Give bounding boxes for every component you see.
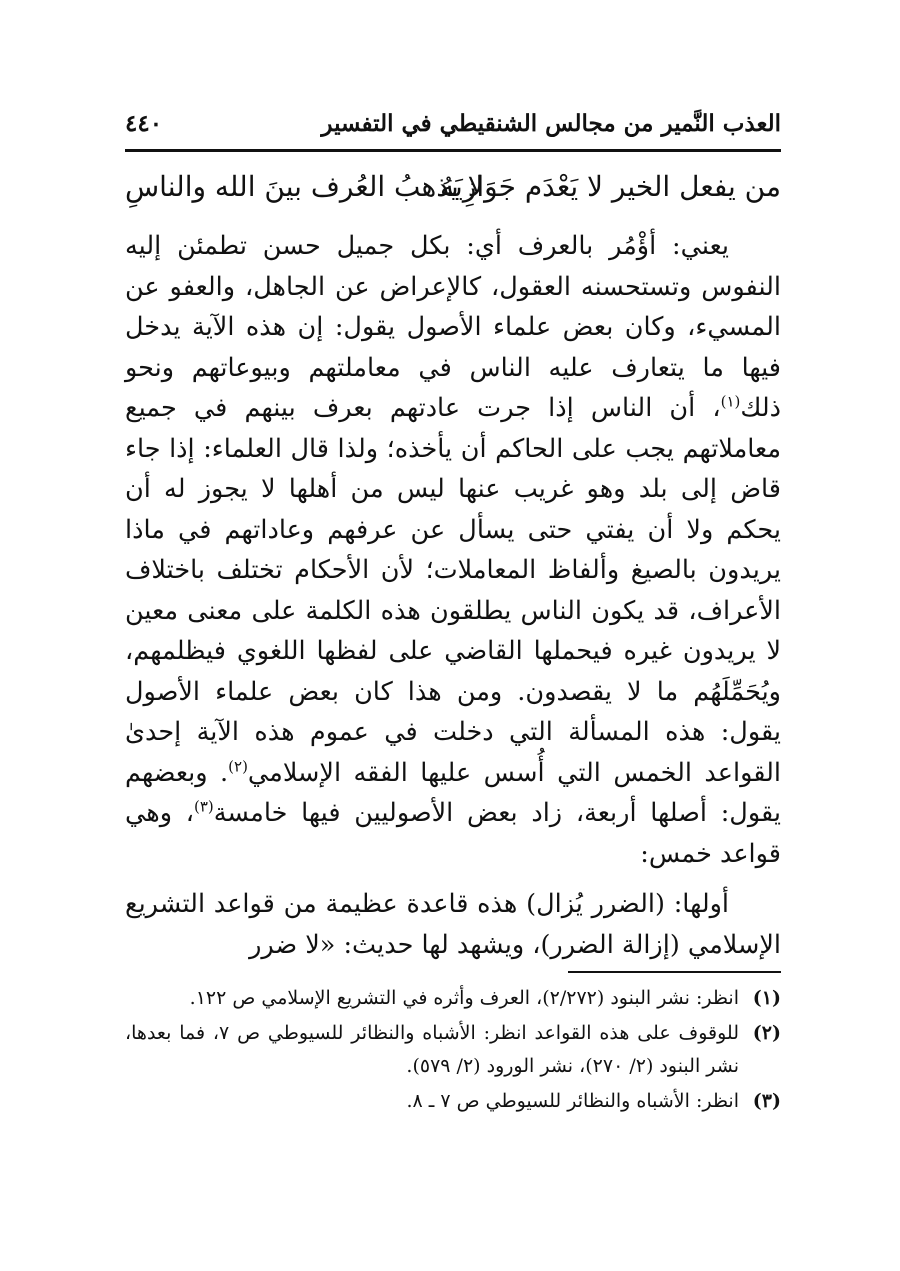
paragraph-text: أولها: (الضرر يُزال) هذه قاعدة عظيمة من قواعد التشريع الإسلامي (إزالة الضرر)، ويشهد لها حديث: «لا ضرر [125,889,781,960]
paragraph-explanation [125,226,781,874]
footnote-1 [125,982,781,1015]
paragraph-text-part-c: . وبعضهم يقول: أصلها أربعة، زاد بعض الأصوليين فيها خامسة [125,757,781,828]
footnote-2 [125,1017,781,1083]
footnote-ref-2[interactable]: (٢) [228,757,248,775]
paragraph-first-rule [125,884,781,965]
footnote-ref-3[interactable]: (٣) [193,797,214,816]
paragraph-text-part-d: ، وهي قواعد خمس: [125,798,781,869]
verse-second-hemistich: لا يذهبُ العُرف بينَ الله والناسِ [125,170,484,203]
footnote-ref-1[interactable]: (١) [720,392,741,411]
poetry-verse [125,170,781,214]
footnotes [125,982,781,1120]
footnote-number: (٣) [752,1090,781,1112]
header-rule [125,149,781,152]
verse-first-hemistich: من يفعل الخير لا يَعْدَم جَوَازِيَهُ [440,170,781,203]
main-text [125,226,781,965]
paragraph-text-part-a: يعني: أؤْمُر بالعرف أي: بكل جميل حسن تطمئن إليه النفوس وتستحسنه العقول، كالإعراض عن الجاهل، والعفو عن المسيء، وكان بعض علماء الأصول يقول: إن هذه الآية يدخل فيها ما يتعارف عليه الناس في معاملتهم وبيوعاتهم ونحو ذلك [125,231,781,423]
running-title: العذب النَّمير من مجالس الشنقيطي في التفسير [321,110,781,137]
paragraph-text-part-b: ، أن الناس إذا جرت عادتهم بعرف بينهم في جميع معاملاتهم يجب على الحاكم أن يأخذه؛ ولذا قال العلماء: إذا جاء قاض إلى بلد وهو غريب عنها ليس من أهلها لا يجوز له أن يحكم ولا أن يفتي حتى يسأل عن عرفهم وعاداتهم في ماذا يريدون بالصيغ وألفاظ المعاملات؛ لأن الأحكام تختلف باختلاف الأعراف، قد يكون الناس يطلقون هذه الكلمة على معنى معين لا يريدون غيره فيحملها القاضي على لفظها اللغوي فيظلمهم، ويُحَمِّلَهُم ما لا يقصدون. ومن هذا كان بعض علماء الأصول يقول: هذه المسألة التي دخلت في عموم هذه الآية إحدىٰ القواعد الخمس التي أُسس عليها الفقه الإسلامي [125,393,782,788]
footnote-number: (١) [752,987,781,1009]
page-number: ٤٤٠ [125,110,163,137]
footnote-text: انظر: نشر البنود (٢/٢٧٢)، العرف وأثره في التشريع الإسلامي ص ١٢٢. [189,987,739,1009]
footnote-3 [125,1085,781,1118]
running-header [125,108,781,150]
footnote-separator [568,971,781,973]
footnote-text: انظر: الأشباه والنظائر للسيوطي ص ٧ ـ ٨. [406,1090,739,1112]
footnote-text: للوقوف على هذه القواعد انظر: الأشباه والنظائر للسيوطي ص ٧، فما بعدها، نشر البنود (٢/ ٢٧٠)، نشر الورود (٢/ ٥٧٩). [125,1022,739,1077]
footnote-number: (٢) [752,1022,781,1044]
